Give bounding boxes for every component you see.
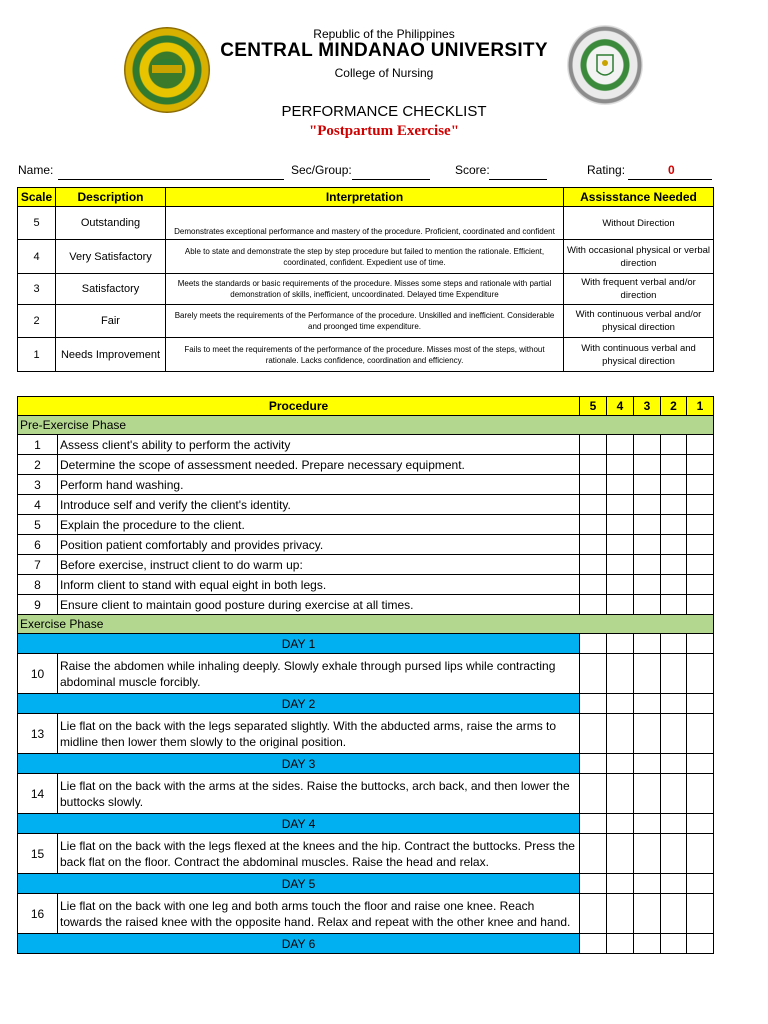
day-row (18, 814, 714, 834)
day-label: DAY 4 (18, 814, 580, 834)
scale-row (18, 274, 714, 305)
step-number: 5 (18, 515, 58, 535)
rating-cell[interactable] (634, 834, 661, 874)
step-text: Raise the abdomen while inhaling deeply. Slowly exhale through pursed lips while contracting abdominal muscle forcibly. (58, 654, 580, 694)
rating-cell[interactable] (607, 754, 634, 774)
republic-text: Republic of the Philippines (313, 27, 455, 41)
table-row (18, 515, 714, 535)
step-text: Assess client's ability to perform the activity (58, 435, 580, 455)
rating-cell[interactable] (580, 934, 607, 954)
rating-cell[interactable] (580, 874, 607, 894)
rating-cell[interactable] (687, 475, 714, 495)
rating-col-4: 4 (607, 397, 634, 416)
rating-cell[interactable] (661, 774, 687, 814)
scale-table (17, 187, 714, 372)
scale-value: 2 (18, 305, 56, 338)
rating-cell[interactable] (687, 535, 714, 555)
day-row (18, 694, 714, 714)
rating-cell[interactable] (661, 874, 687, 894)
step-number: 4 (18, 495, 58, 515)
rating-cell[interactable] (580, 455, 607, 475)
table-row (18, 834, 714, 874)
scale-assistance: With occasional physical or verbal direction (564, 240, 714, 274)
scale-header: Scale (18, 188, 56, 207)
page-subtitle: "Postpartum Exercise" (308, 123, 460, 139)
rating-cell[interactable] (607, 555, 634, 575)
rating-cell[interactable] (687, 595, 714, 615)
rating-cell[interactable] (687, 874, 714, 894)
step-text: Introduce self and verify the client's identity. (58, 495, 580, 515)
rating-cell[interactable] (661, 934, 687, 954)
rating-cell[interactable] (634, 555, 661, 575)
table-row (18, 475, 714, 495)
scale-row (18, 305, 714, 338)
scale-description: Satisfactory (56, 274, 166, 305)
scale-assistance: With continuous verbal and physical direction (564, 338, 714, 372)
step-number: 6 (18, 535, 58, 555)
table-row (18, 535, 714, 555)
step-number: 3 (18, 475, 58, 495)
rating-cell[interactable] (687, 555, 714, 575)
rating-cell[interactable] (607, 535, 634, 555)
rating-cell[interactable] (607, 874, 634, 894)
step-text: Before exercise, instruct client to do warm up: (58, 555, 580, 575)
rating-cell[interactable] (661, 714, 687, 754)
rating-cell[interactable] (634, 495, 661, 515)
rating-cell[interactable] (687, 814, 714, 834)
rating-cell[interactable] (634, 894, 661, 934)
step-number: 1 (18, 435, 58, 455)
rating-cell[interactable] (580, 435, 607, 455)
rating-cell[interactable] (661, 595, 687, 615)
rating-cell[interactable] (661, 475, 687, 495)
section-label: Sec/Group: (291, 163, 352, 177)
rating-cell[interactable] (634, 455, 661, 475)
table-row (18, 894, 714, 934)
table-row (18, 774, 714, 814)
step-number: 16 (18, 894, 58, 934)
rating-cell[interactable] (580, 634, 607, 654)
rating-cell[interactable] (607, 894, 634, 934)
scale-interpretation: Barely meets the requirements of the Performance of the procedure. Unskilled and inefficient. Considerable and proonged time expenditure. (166, 305, 564, 338)
scale-interpretation: Demonstrates exceptional performance and mastery of the procedure. Proficient, coordinated and confident (166, 207, 564, 240)
step-number: 15 (18, 834, 58, 874)
rating-cell[interactable] (687, 515, 714, 535)
step-number: 2 (18, 455, 58, 475)
scale-assistance: With continuous verbal and/or physical direction (564, 305, 714, 338)
rating-cell[interactable] (687, 834, 714, 874)
table-row (18, 595, 714, 615)
scale-value: 5 (18, 207, 56, 240)
scale-row (18, 240, 714, 274)
rating-cell[interactable] (634, 634, 661, 654)
table-row (18, 575, 714, 595)
pre-exercise-phase-label: Pre-Exercise Phase (18, 416, 714, 435)
day-row (18, 874, 714, 894)
table-row (18, 495, 714, 515)
rating-cell[interactable] (607, 475, 634, 495)
name-label: Name: (18, 163, 54, 177)
rating-cell[interactable] (580, 714, 607, 754)
rating-cell[interactable] (634, 814, 661, 834)
rating-cell[interactable] (607, 814, 634, 834)
step-number: 8 (18, 575, 58, 595)
rating-cell[interactable] (607, 694, 634, 714)
procedure-header: Procedure (18, 397, 580, 416)
rating-cell[interactable] (661, 555, 687, 575)
rating-cell[interactable] (661, 455, 687, 475)
rating-cell[interactable] (687, 634, 714, 654)
section-field[interactable] (352, 179, 430, 180)
rating-cell[interactable] (580, 555, 607, 575)
scale-value: 3 (18, 274, 56, 305)
rating-col-2: 2 (661, 397, 687, 416)
rating-cell[interactable] (687, 774, 714, 814)
step-text: Lie flat on the back with the legs flexed at the knees and the hip. Contract the buttocks. Press the back flat on the floor. Contract the abdominal muscles. Raise the head and relax. (58, 834, 580, 874)
table-row (18, 714, 714, 754)
step-text: Determine the scope of assessment needed. Prepare necessary equipment. (58, 455, 580, 475)
step-text: Explain the procedure to the client. (58, 515, 580, 535)
rating-cell[interactable] (607, 774, 634, 814)
step-number: 7 (18, 555, 58, 575)
scale-description: Fair (56, 305, 166, 338)
rating-cell[interactable] (661, 814, 687, 834)
day-label: DAY 2 (18, 694, 580, 714)
step-text: Ensure client to maintain good posture during exercise at all times. (58, 595, 580, 615)
day-row (18, 754, 714, 774)
rating-field (628, 179, 712, 180)
rating-cell[interactable] (687, 714, 714, 754)
rating-cell[interactable] (580, 694, 607, 714)
rating-cell[interactable] (580, 595, 607, 615)
college-name: College of Nursing (334, 66, 434, 80)
rating-cell[interactable] (634, 515, 661, 535)
scale-assistance: With frequent verbal and/or direction (564, 274, 714, 305)
rating-cell[interactable] (687, 455, 714, 475)
rating-cell[interactable] (607, 654, 634, 694)
day-label: DAY 6 (18, 934, 580, 954)
day-label: DAY 3 (18, 754, 580, 774)
step-text: Lie flat on the back with the legs separated slightly. With the abducted arms, raise the arms to midline then lower them slowly to the original position. (58, 714, 580, 754)
rating-cell[interactable] (580, 495, 607, 515)
day-label: DAY 5 (18, 874, 580, 894)
rating-cell[interactable] (580, 535, 607, 555)
rating-cell[interactable] (607, 575, 634, 595)
rating-cell[interactable] (607, 595, 634, 615)
rating-cell[interactable] (661, 894, 687, 934)
rating-cell[interactable] (661, 535, 687, 555)
rating-col-3: 3 (634, 397, 661, 416)
scale-value: 1 (18, 338, 56, 372)
rating-cell[interactable] (607, 834, 634, 874)
rating-cell[interactable] (661, 435, 687, 455)
rating-cell[interactable] (580, 515, 607, 535)
rating-cell[interactable] (634, 475, 661, 495)
rating-cell[interactable] (661, 495, 687, 515)
step-text: Inform client to stand with equal eight in both legs. (58, 575, 580, 595)
rating-cell[interactable] (634, 694, 661, 714)
university-name: CENTRAL MINDANAO UNIVERSITY (220, 40, 548, 61)
rating-cell[interactable] (687, 894, 714, 934)
rating-cell[interactable] (580, 475, 607, 495)
rating-cell[interactable] (634, 575, 661, 595)
page-title: PERFORMANCE CHECKLIST (281, 103, 487, 120)
rating-cell[interactable] (634, 535, 661, 555)
name-field[interactable] (58, 179, 284, 180)
rating-cell[interactable] (687, 495, 714, 515)
rating-col-5: 5 (580, 397, 607, 416)
day-label: DAY 1 (18, 634, 580, 654)
step-text: Lie flat on the back with the arms at the sides. Raise the buttocks, arch back, and then lower the buttocks slowly. (58, 774, 580, 814)
rating-cell[interactable] (661, 754, 687, 774)
rating-cell[interactable] (661, 654, 687, 694)
rating-cell[interactable] (661, 834, 687, 874)
rating-cell[interactable] (580, 754, 607, 774)
rating-cell[interactable] (661, 575, 687, 595)
rating-cell[interactable] (580, 894, 607, 934)
rating-cell[interactable] (661, 515, 687, 535)
scale-assistance: Without Direction (564, 207, 714, 240)
rating-cell[interactable] (687, 694, 714, 714)
scale-interpretation: Fails to meet the requirements of the performance of the procedure. Misses most of the steps, without rationale. Lacks confidence, coordination and efficiency. (166, 338, 564, 372)
rating-cell[interactable] (580, 575, 607, 595)
rating-cell[interactable] (607, 495, 634, 515)
rating-cell[interactable] (687, 754, 714, 774)
step-number: 14 (18, 774, 58, 814)
scale-description: Outstanding (56, 207, 166, 240)
rating-cell[interactable] (607, 435, 634, 455)
rating-cell[interactable] (687, 654, 714, 694)
rating-cell[interactable] (607, 634, 634, 654)
step-number: 13 (18, 714, 58, 754)
scale-description: Needs Improvement (56, 338, 166, 372)
scale-description: Very Satisfactory (56, 240, 166, 274)
rating-cell[interactable] (634, 774, 661, 814)
assistance-header: Assisstance Needed (564, 188, 714, 207)
rating-cell[interactable] (661, 694, 687, 714)
procedure-table (17, 396, 714, 954)
scale-row (18, 207, 714, 240)
rating-cell[interactable] (580, 774, 607, 814)
table-row (18, 455, 714, 475)
table-row (18, 555, 714, 575)
table-row (18, 435, 714, 455)
description-header: Description (56, 188, 166, 207)
table-row (18, 654, 714, 694)
rating-cell[interactable] (607, 714, 634, 754)
rating-cell[interactable] (580, 654, 607, 694)
scale-interpretation: Able to state and demonstrate the step by step procedure but failed to mention the rationale. Efficient, coordinated, confident. Expedient use of time. (166, 240, 564, 274)
day-row (18, 634, 714, 654)
rating-cell[interactable] (580, 834, 607, 874)
rating-cell[interactable] (634, 754, 661, 774)
rating-cell[interactable] (687, 934, 714, 954)
step-text: Lie flat on the back with one leg and both arms touch the floor and raise one knee. Reach towards the raised knee with the opposite hand. Relax and repeat with the other knee and hand. (58, 894, 580, 934)
rating-cell[interactable] (607, 934, 634, 954)
step-text: Position patient comfortably and provides privacy. (58, 535, 580, 555)
step-text: Perform hand washing. (58, 475, 580, 495)
rating-cell[interactable] (687, 575, 714, 595)
scale-row (18, 338, 714, 372)
step-number: 9 (18, 595, 58, 615)
rating-label: Rating: (587, 163, 626, 177)
rating-cell[interactable] (607, 455, 634, 475)
rating-cell[interactable] (634, 874, 661, 894)
rating-cell[interactable] (580, 814, 607, 834)
rating-cell[interactable] (607, 515, 634, 535)
rating-cell[interactable] (634, 714, 661, 754)
rating-value: 0 (668, 163, 675, 177)
rating-cell[interactable] (687, 435, 714, 455)
scale-interpretation: Meets the standards or basic requirements of the procedure. Misses some steps and rationale with partial demonstration of skills, inefficient, uncoordinated. Delayed time Expenditure (166, 274, 564, 305)
rating-cell[interactable] (634, 595, 661, 615)
rating-col-1: 1 (687, 397, 714, 416)
score-label: Score: (455, 163, 490, 177)
score-field[interactable] (489, 179, 547, 180)
day-row (18, 934, 714, 954)
interpretation-header: Interpretation (166, 188, 564, 207)
rating-cell[interactable] (634, 435, 661, 455)
exercise-phase-label: Exercise Phase (18, 615, 714, 634)
scale-value: 4 (18, 240, 56, 274)
step-number: 10 (18, 654, 58, 694)
rating-cell[interactable] (634, 934, 661, 954)
rating-cell[interactable] (634, 654, 661, 694)
rating-cell[interactable] (661, 634, 687, 654)
